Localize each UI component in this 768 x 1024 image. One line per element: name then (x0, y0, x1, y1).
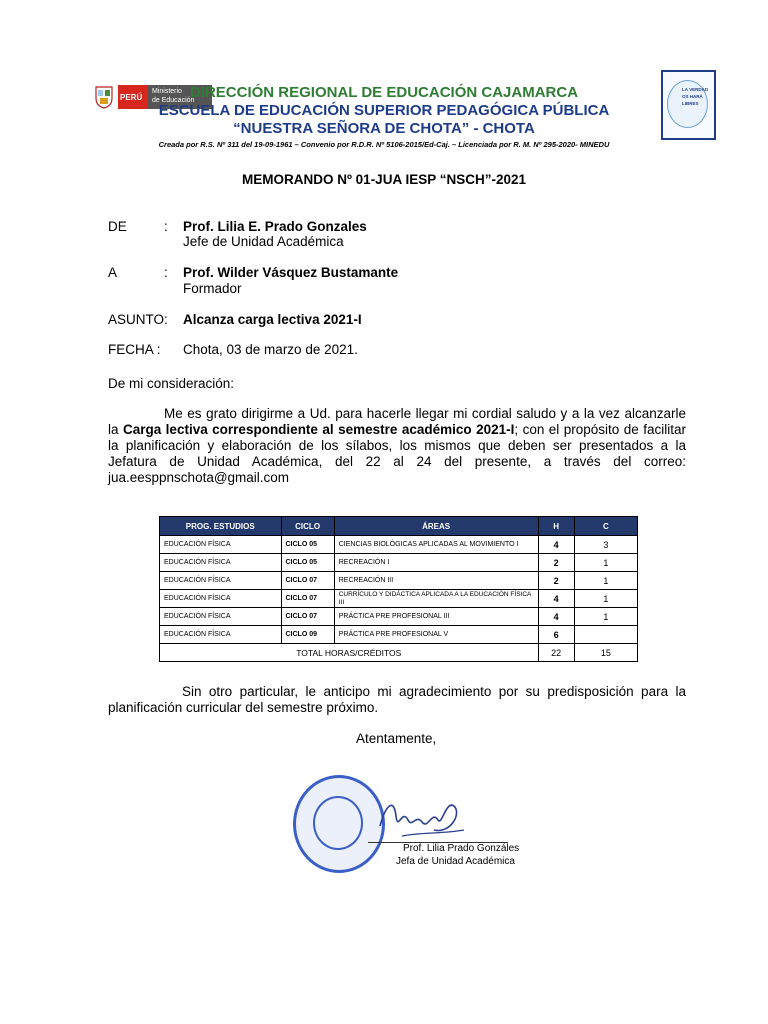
paragraph-1-end: ; con el propósito de facilitar la planificación y elaboración de los sílabos, los mismos que deben ser presentados a la Jefatura de Unidad Académica, del 22 al 24 del presente, a través del correo: jua.eesppnschota@gmail.com (108, 422, 686, 485)
cell-hours: 6 (538, 626, 574, 644)
col-header-credits: C (574, 517, 637, 536)
cell-credits (574, 626, 637, 644)
a-colon: : (164, 265, 168, 280)
cell-program: EDUCACIÓN FÍSICA (160, 554, 282, 572)
legal-line: Creada por R.S. Nº 311 del 19-09-1961 – Convenio por R.D.R. Nº 5106-2015/Ed-Caj. – Licenciada por R. M. Nº 295-2020- MINEDU (158, 140, 610, 149)
cell-cycle: CICLO 05 (281, 554, 334, 572)
a-role: Formador (183, 281, 242, 296)
official-stamp-inner (313, 796, 363, 850)
table-row (160, 554, 638, 572)
paragraph-2: Sin otro particular, le anticipo mi agradecimiento por su predisposición para la planificación curricular del semestre próximo. (108, 684, 686, 715)
cell-cycle: CICLO 07 (281, 572, 334, 590)
cell-cycle: CICLO 09 (281, 626, 334, 644)
cell-program: EDUCACIÓN FÍSICA (160, 608, 282, 626)
institution-logo-text: LA VERDAD OS HARÁ LIBRES (682, 87, 709, 106)
cell-credits: 1 (574, 608, 637, 626)
header-line-2: ESCUELA DE EDUCACIÓN SUPERIOR PEDAGÓGICA PÚBLICA (158, 102, 610, 119)
cell-hours: 4 (538, 590, 574, 608)
de-role: Jefe de Unidad Académica (183, 234, 344, 249)
cell-program: EDUCACIÓN FÍSICA (160, 536, 282, 554)
total-hours: 22 (538, 644, 574, 662)
cell-area: RECREACIÓN III (334, 572, 538, 590)
table-row (160, 572, 638, 590)
closing: Atentamente, (356, 731, 437, 746)
a-label: A (108, 265, 118, 280)
course-load-table (159, 516, 638, 662)
cell-cycle: CICLO 07 (281, 590, 334, 608)
cell-area: CIENCIAS BIOLÓGICAS APLICADAS AL MOVIMIENTO I (334, 536, 538, 554)
cell-credits: 3 (574, 536, 637, 554)
cell-hours: 2 (538, 554, 574, 572)
cell-credits: 1 (574, 590, 637, 608)
table-total-row (160, 644, 638, 662)
header-line-1: DIRECCIÓN REGIONAL DE EDUCACIÓN CAJAMARCA (189, 84, 579, 101)
a-name: Prof. Wilder Vásquez Bustamante (183, 265, 399, 280)
table-row (160, 608, 638, 626)
cell-hours: 2 (538, 572, 574, 590)
de-name: Prof. Lilia E. Prado Gonzales (183, 219, 367, 234)
col-header-cycle: CICLO (281, 517, 334, 536)
cell-credits: 1 (574, 572, 637, 590)
table-row (160, 626, 638, 644)
signature-role: Jefa de Unidad Académica (396, 856, 515, 867)
cell-area: CURRÍCULO Y DIDÁCTICA APLICADA A LA EDUCACIÓN FÍSICA III (334, 590, 538, 608)
ministry-label: Ministerio de Educación (152, 88, 195, 104)
fecha-label: FECHA : (108, 342, 161, 357)
total-label: TOTAL HORAS/CRÉDITOS (160, 644, 539, 662)
paragraph-1-start: Me es grato dirigirme a Ud. para hacerle llegar mi cordial saludo y a la vez alcanzarle la (108, 406, 686, 437)
cell-program: EDUCACIÓN FÍSICA (160, 626, 282, 644)
memo-title: MEMORANDO Nº 01-JUA IESP “NSCH”-2021 (242, 172, 526, 187)
table-header-row (160, 517, 638, 536)
greeting: De mi consideración: (108, 376, 235, 391)
cell-area: RECREACIÓN I (334, 554, 538, 572)
cell-hours: 4 (538, 608, 574, 626)
table-row (160, 590, 638, 608)
de-colon: : (164, 219, 168, 234)
de-label: DE (108, 219, 127, 234)
peru-label: PERÚ (120, 93, 143, 102)
col-header-hours: H (538, 517, 574, 536)
fecha-value: Chota, 03 de marzo de 2021. (183, 342, 358, 357)
asunto-value: Alcanza carga lectiva 2021-I (183, 312, 362, 327)
paragraph-1-bold: Carga lectiva correspondiente al semestre académico 2021-I (122, 422, 515, 437)
asunto-label: ASUNTO: (108, 312, 168, 327)
cell-credits: 1 (574, 554, 637, 572)
col-header-program: PROG. ESTUDIOS (160, 517, 282, 536)
header-line-3: “NUESTRA SEÑORA DE CHOTA” - CHOTA (233, 120, 535, 137)
cell-program: EDUCACIÓN FÍSICA (160, 590, 282, 608)
col-header-areas: ÁREAS (334, 517, 538, 536)
cell-hours: 4 (538, 536, 574, 554)
cell-area: PRÁCTICA PRE PROFESIONAL III (334, 608, 538, 626)
cell-cycle: CICLO 05 (281, 536, 334, 554)
total-credits: 15 (574, 644, 637, 662)
cell-area: PRÁCTICA PRE PROFESIONAL V (334, 626, 538, 644)
signature-name: Prof. Lilia Prado Gonzáles (403, 843, 520, 854)
table-row (160, 536, 638, 554)
cell-cycle: CICLO 07 (281, 608, 334, 626)
paragraph-1 (108, 406, 686, 486)
cell-program: EDUCACIÓN FÍSICA (160, 572, 282, 590)
